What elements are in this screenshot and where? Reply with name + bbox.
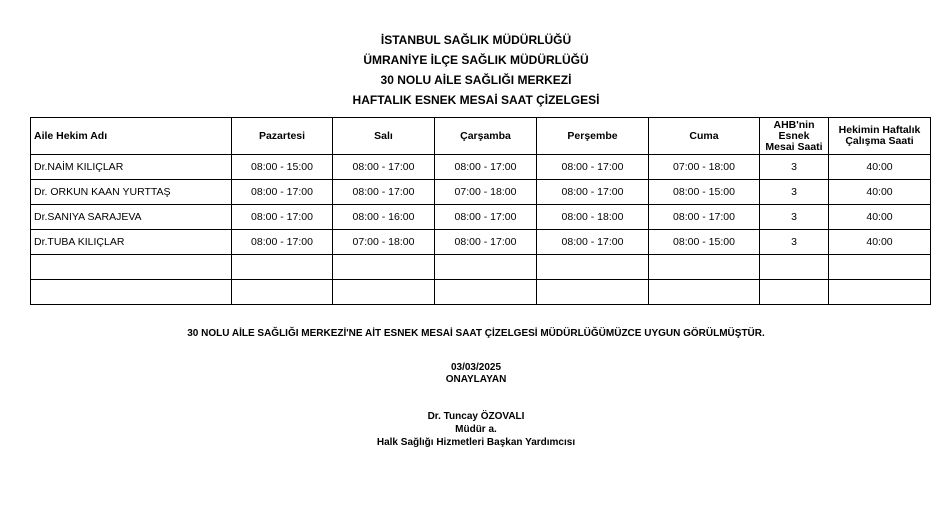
table-cell: 07:00 - 18:00 [649, 155, 760, 180]
table-cell: 08:00 - 17:00 [537, 180, 649, 205]
table-cell: 3 [760, 180, 829, 205]
table-cell: 08:00 - 17:00 [333, 180, 435, 205]
table-cell: 40:00 [829, 230, 931, 255]
table-cell [537, 255, 649, 280]
table-cell: Dr. ORKUN KAAN YURTTAŞ [31, 180, 232, 205]
table-cell [333, 280, 435, 305]
table-cell [435, 255, 537, 280]
signature-block [0, 410, 952, 449]
approval-date: 03/03/2025 [450, 362, 502, 373]
table-cell: 07:00 - 18:00 [333, 230, 435, 255]
table-cell: 08:00 - 17:00 [537, 230, 649, 255]
table-cell: 08:00 - 15:00 [232, 155, 333, 180]
table-cell [649, 280, 760, 305]
approval-statement: 30 NOLU AİLE SAĞLIĞI MERKEZİ'NE AİT ESNEK MESAİ SAAT ÇİZELGESİ MÜDÜRLÜĞÜMÜZCE UYGUN GÖRÜLMÜŞTÜR. [187, 328, 765, 339]
table-cell: 08:00 - 18:00 [537, 205, 649, 230]
table-cell: 40:00 [829, 180, 931, 205]
table-cell: 08:00 - 17:00 [232, 230, 333, 255]
table-cell [232, 255, 333, 280]
table-cell: 08:00 - 17:00 [333, 155, 435, 180]
table-cell [649, 255, 760, 280]
approval-label: ONAYLAYAN [445, 374, 507, 385]
header-line-1: İSTANBUL SAĞLIK MÜDÜRLÜĞÜ [380, 33, 572, 47]
table-cell: 08:00 - 17:00 [435, 230, 537, 255]
column-header: Cuma [649, 118, 760, 155]
table-cell: 08:00 - 17:00 [537, 155, 649, 180]
table-cell [435, 280, 537, 305]
table-cell [760, 280, 829, 305]
table-row-empty [31, 280, 931, 305]
table-cell: Dr.NAİM KILIÇLAR [31, 155, 232, 180]
table-row [31, 230, 931, 255]
table-cell: 08:00 - 17:00 [232, 180, 333, 205]
table-cell [760, 255, 829, 280]
table-cell: 40:00 [829, 205, 931, 230]
table-cell: 40:00 [829, 155, 931, 180]
column-header: Çarşamba [435, 118, 537, 155]
table-cell: 07:00 - 18:00 [435, 180, 537, 205]
table-cell: 3 [760, 230, 829, 255]
signatory-name: Dr. Tuncay ÖZOVALI [427, 411, 525, 422]
column-header: Perşembe [537, 118, 649, 155]
table-cell: 08:00 - 17:00 [232, 205, 333, 230]
table-cell [31, 255, 232, 280]
table-header-row [31, 118, 931, 155]
table-row [31, 155, 931, 180]
column-header: Aile Hekim Adı [31, 118, 232, 155]
header-line-2: ÜMRANİYE İLÇE SAĞLIK MÜDÜRLÜĞÜ [363, 53, 589, 67]
table-cell: Dr.TUBA KILIÇLAR [31, 230, 232, 255]
table-row-empty [31, 255, 931, 280]
table-cell [829, 280, 931, 305]
column-header: Hekimin Haftalık Çalışma Saati [829, 118, 931, 155]
header-line-3: 30 NOLU AİLE SAĞLIĞI MERKEZİ [380, 73, 572, 87]
table-cell: Dr.SANIYA SARAJEVA [31, 205, 232, 230]
document-title: HAFTALIK ESNEK MESAİ SAAT ÇİZELGESİ [352, 93, 600, 107]
table-cell: 08:00 - 15:00 [649, 230, 760, 255]
table-cell: 08:00 - 16:00 [333, 205, 435, 230]
signatory-title: Müdür a. [455, 424, 497, 435]
table-row [31, 205, 931, 230]
table-cell [333, 255, 435, 280]
column-header: Pazartesi [232, 118, 333, 155]
approval-block [0, 362, 952, 386]
column-header: Salı [333, 118, 435, 155]
table-cell [232, 280, 333, 305]
table-cell: 08:00 - 17:00 [435, 155, 537, 180]
table-cell: 08:00 - 17:00 [649, 205, 760, 230]
table-cell [829, 255, 931, 280]
table-cell: 3 [760, 155, 829, 180]
table-cell [31, 280, 232, 305]
column-header: AHB'nin Esnek Mesai Saati [760, 118, 829, 155]
table-cell: 3 [760, 205, 829, 230]
table-cell: 08:00 - 15:00 [649, 180, 760, 205]
document-header [0, 30, 952, 110]
table-cell [537, 280, 649, 305]
signatory-position: Halk Sağlığı Hizmetleri Başkan Yardımcısı [376, 437, 576, 448]
schedule-table [30, 117, 931, 305]
table-cell: 08:00 - 17:00 [435, 205, 537, 230]
table-row [31, 180, 931, 205]
